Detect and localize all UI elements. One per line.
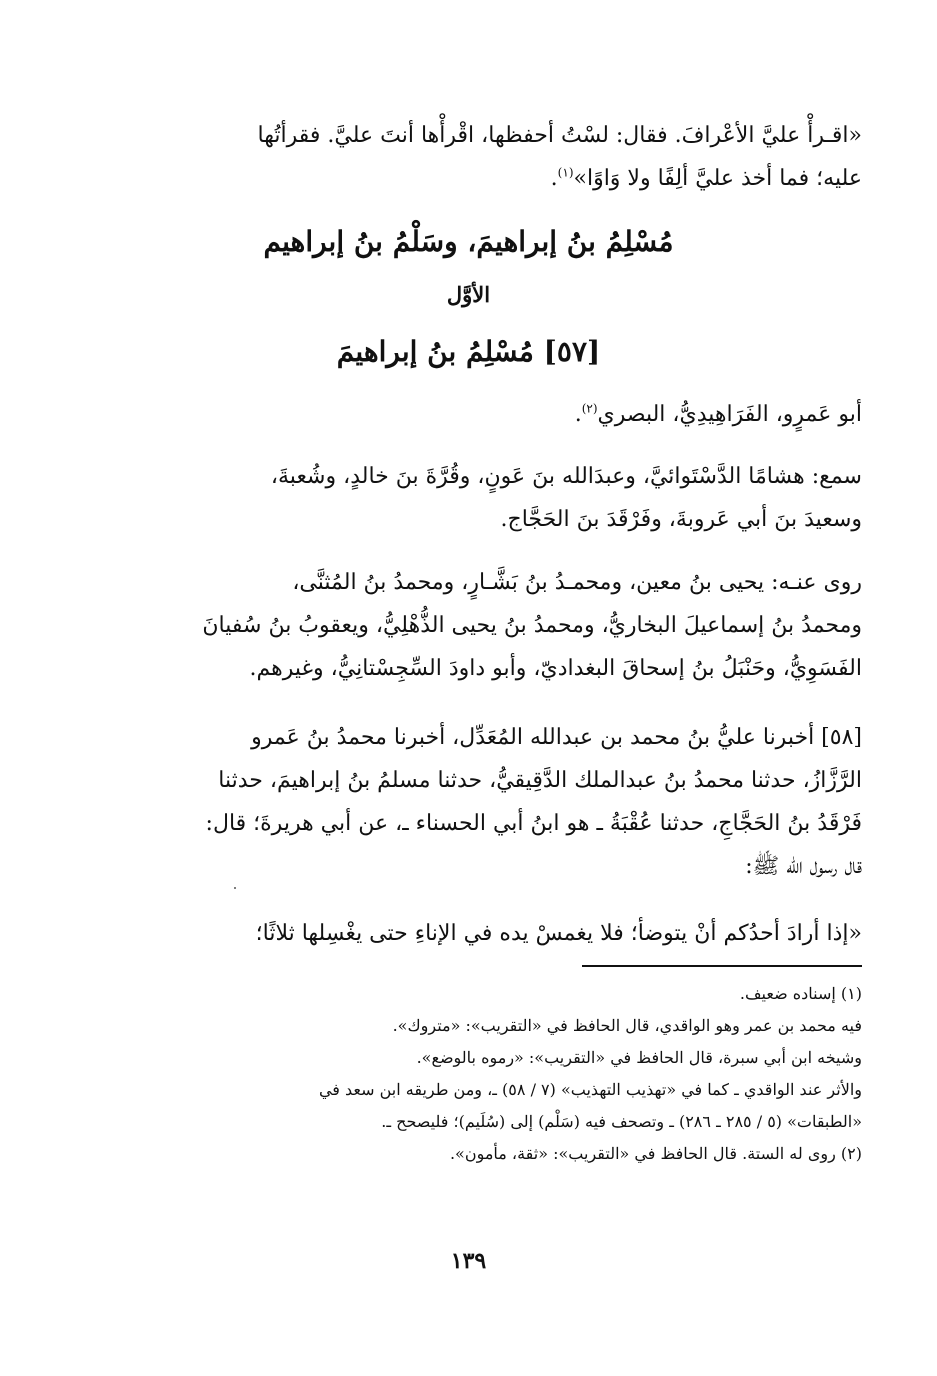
teachers-line-1: سمع: هشامًا الدَّسْتَوائيَّ، وعبدَالله بنَ عَونٍ، وقُرَّةَ بنَ خالدٍ، وشُعبةَ،	[270, 464, 862, 489]
intro-line-2-text: عليه؛ فما أخذ عليَّ ألِفًا ولا وَاوًا»	[573, 166, 862, 191]
kunya-paragraph	[130, 393, 862, 436]
hadith-line-3: فَرْقَدُ بنُ الحَجَّاجِ، حدثنا عُقْبَةُ ـ هو ابنُ أبي الحسناء ـ، عن أبي هريرةَ؛ قال:	[205, 811, 862, 836]
teachers-paragraph	[130, 455, 862, 541]
intro-line-2-end: .	[550, 166, 558, 191]
hadith-line-4: قال رسول الله ﷺ:	[745, 854, 862, 879]
hadith-text-paragraph	[130, 912, 862, 955]
footnote-separator	[582, 965, 862, 967]
teachers-line-2: وسعيدَ بنَ أبي عَروبةَ، وفَرْقَدَ بنَ الحَجَّاج.	[500, 507, 862, 532]
footnote-marker-1: (١)	[557, 165, 574, 180]
footnote-1-line-4: والأثر عند الواقدي ـ كما في «تهذيب التهذيب» (٧ / ٥٨) ـ، ومن طريقه ابن سعد في	[318, 1080, 862, 1099]
intro-line-2	[130, 157, 862, 200]
students-line-1: روى عنـه: يحيى بنُ معين، ومحمـدُ بنُ بَشَّـارٍ، ومحمدُ بنُ المُثنَّى،	[292, 570, 862, 595]
entry-heading: [٥٧] مُسْلِمُ بنُ إبراهيمَ	[336, 335, 601, 368]
footnotes	[130, 978, 862, 1170]
kunya-line	[130, 393, 862, 436]
students-paragraph	[130, 561, 862, 690]
hadith-line-2: الرَّزَّازُ، حدثنا محمدُ بنُ عبدالملك الدَّقِيقيُّ، حدثنا مسلمُ بنُ إبراهيمَ، حدثنا	[218, 768, 862, 793]
kunya-end: .	[574, 402, 582, 427]
students-line-2: ومحمدُ بنُ إسماعيلَ البخاريُّ، ومحمدُ بنُ يحيى الذُّهْلِيُّ، ويعقوبُ بنُ سُفيانَ	[202, 613, 862, 638]
footnote-1-line-5: «الطبقات» (٥ / ٢٨٥ ـ ٢٨٦) ـ وتصحف فيه (سَلْم) إلى (سُلَيم)؛ فليصحح ـ.	[381, 1112, 862, 1131]
hadith-text-line: «إذا أرادَ أحدُكم أنْ يتوضأ؛ فلا يغمسْ يده في الإناءِ حتى يغْسِلها ثلاثًا؛	[255, 921, 862, 946]
section-heading: مُسْلِمُ بنُ إبراهيمَ، وسَلْمُ بنُ إبراهيم	[263, 225, 674, 258]
footnote-1-line-3: وشيخه ابن أبي سبرة، قال الحافظ في «التقريب»: «رموه بالوضع».	[416, 1048, 862, 1067]
print-speck	[234, 887, 236, 889]
footnote-2-line-1: (٢) روى له الستة. قال الحافظ في «التقريب»: «ثقة، مأمون».	[449, 1144, 862, 1163]
footnote-1-line-1: (١) إسناده ضعيف.	[739, 984, 862, 1003]
intro-line-1: «اقـرأْ عليَّ الأعْرافَ. فقال: لسْتُ أحفظها، اقْرأْها أنتَ عليَّ. فقرأتُها	[257, 123, 862, 148]
page-number: ١٣٩	[450, 1248, 487, 1274]
students-line-3: الفَسَوِيُّ، وحَنْبَلُ بنُ إسحاقَ البغداديّ، وأبو داودَ السِّجِسْتانِيُّ، وغيرهم.	[249, 656, 862, 681]
footnote-marker-2: (٢)	[581, 401, 598, 416]
hadith-line-1: [٥٨] أخبرنا عليُّ بنُ محمد بن عبدالله المُعَدِّل، أخبرنا محمدُ بنُ عَمرو	[251, 725, 862, 750]
intro-paragraph	[130, 114, 862, 200]
footnote-1-line-2: فيه محمد بن عمر وهو الواقدي، قال الحافظ في «التقريب»: «متروك».	[392, 1016, 862, 1035]
hadith-paragraph	[130, 716, 862, 888]
kunya-text: أبو عَمرٍو، الفَرَاهِيدِيُّ، البصري	[597, 402, 862, 427]
subsection-heading: الأوَّل	[446, 282, 491, 307]
